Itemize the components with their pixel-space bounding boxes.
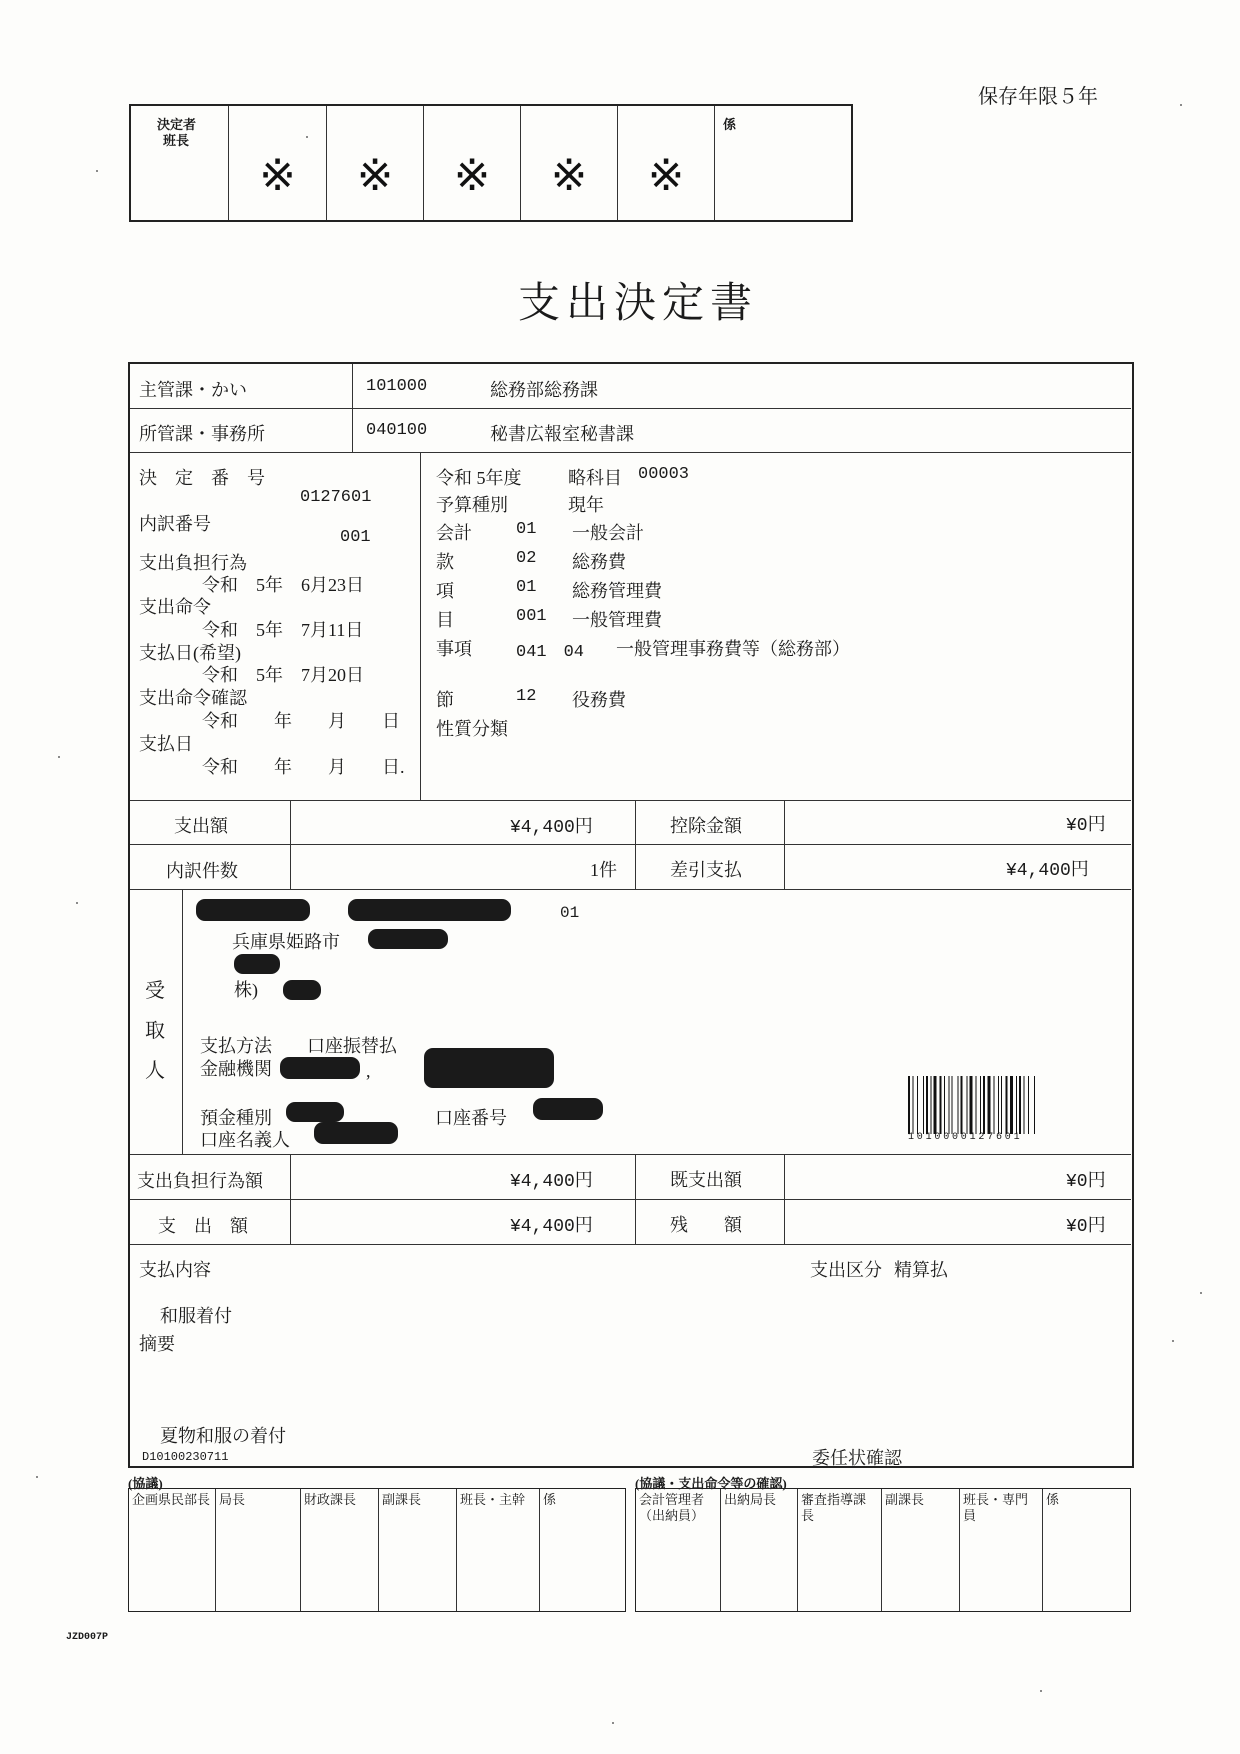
consult-col: 局長	[216, 1489, 301, 1611]
redacted-block	[533, 1098, 603, 1120]
breakdown-number-label: 内訳番号	[139, 514, 211, 534]
confirm-col: 審査指導課長	[798, 1489, 882, 1611]
payment-method-label: 支払方法	[200, 1036, 272, 1056]
confirm-col: 班長・専門員	[960, 1489, 1043, 1611]
paid-label: 支払日	[139, 734, 193, 754]
section-label: 款	[436, 552, 454, 572]
order-date: 令和 5年 7月11日	[202, 620, 364, 640]
fiscal-year: 令和 5年度	[436, 468, 522, 488]
stamp-mark: ※	[356, 150, 394, 201]
budget-type: 現年	[568, 495, 604, 515]
stamp-cell	[229, 106, 327, 220]
account-label: 会計	[436, 523, 472, 543]
consult-col: 班長・主幹	[457, 1489, 540, 1611]
matter-code: 041 04	[516, 643, 585, 662]
summary-text: 夏物和服の着付	[160, 1426, 286, 1446]
stamp-mark: ※	[259, 150, 296, 201]
confirm-col: 副課長	[882, 1489, 960, 1611]
clause-name: 役務費	[572, 690, 626, 710]
net-amount: ¥4,400円	[1006, 861, 1089, 881]
redacted-block	[280, 1057, 360, 1079]
document-title: 支出決定書	[518, 278, 759, 327]
balance-label: 残 額	[670, 1215, 742, 1235]
spend-label: 支 出 額	[158, 1216, 248, 1236]
subject-code: 00003	[638, 465, 690, 484]
lead-dept-code: 101000	[366, 377, 428, 396]
category-label: 支出区分	[810, 1260, 882, 1280]
payment-method: 口座振替払	[307, 1036, 397, 1056]
account-name: 一般会計	[572, 523, 644, 543]
consult-col: 副課長	[379, 1489, 457, 1611]
payee-side-label-1: 受	[145, 980, 165, 1002]
spend-amount: ¥4,400円	[510, 1217, 593, 1237]
consult-title: (協議)	[128, 1476, 163, 1491]
document-code: D10100230711	[142, 1450, 229, 1464]
deposit-type-label: 預金種別	[200, 1108, 272, 1128]
consult-col: 財政課長	[301, 1489, 379, 1611]
paid-date: 令和 年 月 日.	[202, 757, 405, 777]
redacted-block	[424, 1048, 554, 1088]
lead-dept-name: 総務部総務課	[490, 380, 598, 400]
section-code: 02	[516, 549, 537, 568]
account-number-label: 口座番号	[435, 1108, 507, 1128]
redacted-block	[348, 899, 511, 921]
confirm-col: 会計管理者（出納員）	[636, 1489, 721, 1611]
confirm-col: 係	[1046, 1493, 1060, 1508]
breakdown-count: 1件	[590, 860, 617, 880]
consult-table	[128, 1488, 626, 1612]
clause-label: 節	[436, 690, 454, 710]
proxy-confirmation: 委任状確認	[812, 1448, 902, 1468]
deduction-label: 控除金額	[670, 816, 742, 836]
expense-amount: ¥4,400円	[510, 818, 593, 838]
order-label: 支出命令	[139, 597, 211, 617]
item-label: 項	[436, 581, 454, 601]
redacted-block	[283, 980, 321, 1000]
office-label: 所管課・事務所	[139, 424, 265, 444]
summary-label: 摘要	[139, 1334, 175, 1354]
payday-date: 令和 5年 7月20日	[202, 665, 364, 685]
balance-amount: ¥0円	[1066, 1217, 1106, 1237]
payee-side-label-2: 取	[145, 1020, 165, 1042]
pay-content-label: 支払内容	[139, 1260, 211, 1280]
account-holder-label: 口座名義人	[200, 1130, 290, 1150]
payee-side-label-3: 人	[145, 1060, 165, 1082]
confirm-label: 支出命令確認	[139, 688, 247, 708]
sub-item-label: 目	[436, 610, 454, 630]
matter-label: 事項	[436, 639, 472, 659]
matter-name: 一般管理事務費等（総務部）	[616, 639, 850, 659]
payee-code: 01	[560, 904, 580, 922]
redacted-block	[234, 954, 280, 974]
expense-label: 支出額	[174, 816, 228, 836]
consult-col: 企画県民部長	[129, 1489, 216, 1611]
redacted-block	[196, 899, 310, 921]
confirm-date: 令和 年 月 日	[202, 711, 400, 731]
payday-label: 支払日(希望)	[139, 643, 241, 663]
payee-address: 兵庫県姫路市	[232, 932, 340, 952]
count-label: 内訳件数	[166, 861, 238, 881]
bank-separator: ,	[366, 1061, 371, 1081]
sub-item-code: 001	[516, 607, 547, 626]
barcode	[906, 1076, 1096, 1134]
clerk-cell	[715, 106, 851, 220]
clause-code: 12	[516, 687, 537, 706]
section-name: 総務費	[572, 552, 626, 572]
commitment-date: 令和 5年 6月23日	[202, 575, 364, 595]
consult-col: 係	[543, 1493, 557, 1508]
clerk-label: 係	[723, 118, 737, 133]
retention-period: 保存年限５年	[978, 84, 1098, 108]
redacted-block	[314, 1122, 398, 1144]
stamp-mark: ※	[453, 150, 491, 201]
approver-sublabel: 班長	[163, 134, 190, 149]
redacted-block	[368, 929, 448, 949]
lead-dept-label: 主管課・かい	[139, 380, 247, 400]
form-code: JZD007P	[66, 1632, 109, 1643]
commitment-total-label: 支出負担行為額	[137, 1171, 263, 1191]
office-name: 秘書広報室秘書課	[490, 424, 634, 444]
decision-number-label: 決 定 番 号	[139, 468, 265, 488]
prior-paid: ¥0円	[1066, 1172, 1106, 1192]
confirm-table	[635, 1488, 1131, 1612]
office-code: 040100	[366, 421, 428, 440]
stamp-cell	[618, 106, 715, 220]
approver-cell	[131, 106, 229, 220]
barcode-number: 1010000127601	[908, 1132, 1023, 1143]
net-label: 差引支払	[670, 860, 742, 880]
stamp-mark: ※	[647, 150, 685, 201]
prior-paid-label: 既支出額	[670, 1170, 742, 1190]
breakdown-number: 001	[340, 528, 371, 547]
approver-label: 決定者	[157, 118, 197, 133]
sub-item-name: 一般管理費	[572, 610, 662, 630]
pay-content: 和服着付	[160, 1306, 232, 1326]
confirm-title: (協議・支出命令等の確認)	[635, 1476, 787, 1491]
decision-number: 0127601	[300, 488, 372, 507]
expense-decision-table	[128, 362, 1134, 1468]
item-name: 総務管理費	[572, 581, 662, 601]
budget-type-label: 予算種別	[436, 495, 508, 515]
subject-label: 略科目	[568, 468, 622, 488]
item-code: 01	[516, 578, 537, 597]
redacted-block	[286, 1102, 344, 1122]
stamp-cell	[327, 106, 424, 220]
account-code: 01	[516, 520, 537, 539]
payee-company: 株)	[234, 980, 258, 1000]
commitment-total: ¥4,400円	[510, 1172, 593, 1192]
nature-label: 性質分類	[436, 719, 508, 739]
commitment-label: 支出負担行為	[139, 553, 247, 573]
confirm-col: 出納局長	[721, 1489, 798, 1611]
payment-category: 精算払	[894, 1260, 948, 1280]
bank-label: 金融機関	[200, 1059, 272, 1079]
approval-stamp-table	[129, 104, 853, 222]
stamp-mark: ※	[550, 150, 588, 201]
stamp-cell	[424, 106, 521, 220]
stamp-cell	[521, 106, 618, 220]
deduction-amount: ¥0円	[1066, 816, 1106, 836]
